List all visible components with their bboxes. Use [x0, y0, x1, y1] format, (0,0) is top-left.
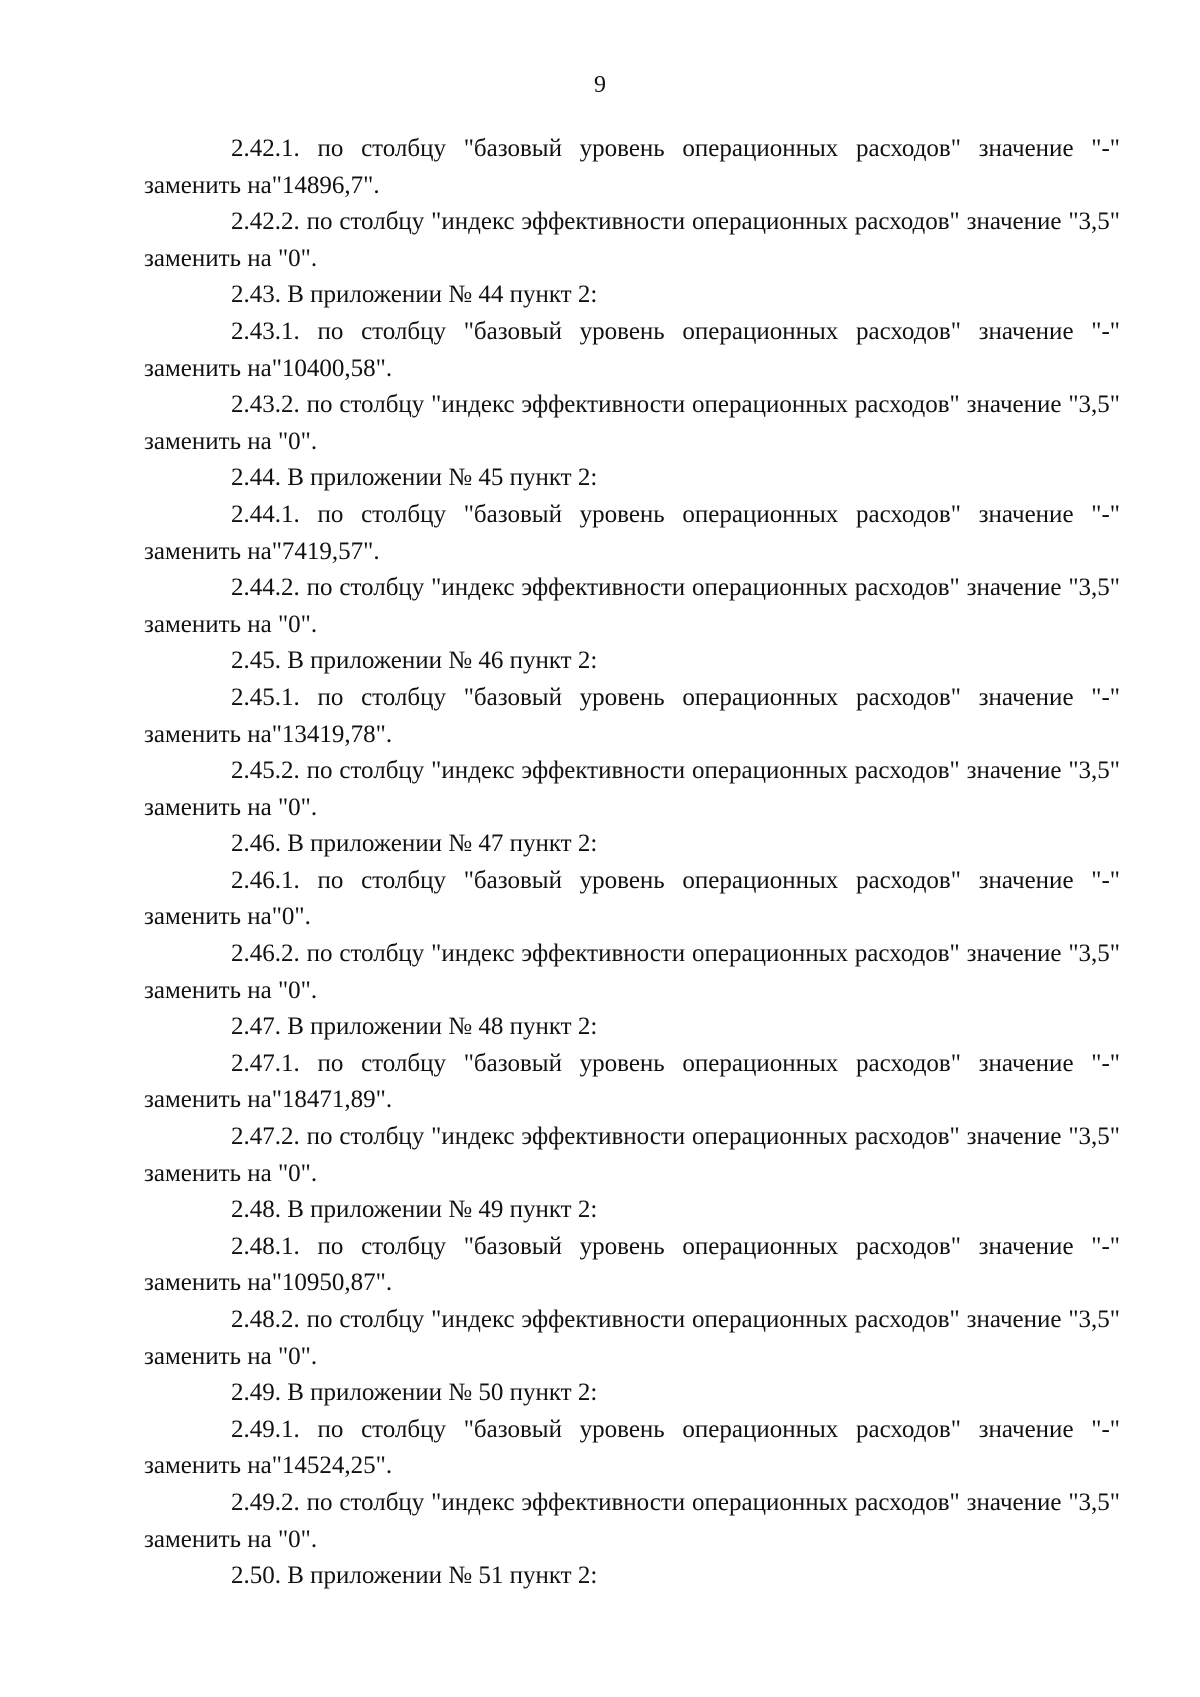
document-body	[144, 131, 1120, 1595]
paragraph: 2.47. В приложении № 48 пункт 2:	[231, 1013, 598, 1041]
paragraph: 2.43.1. по столбцу "базовый уровень операционных расходов" значение "-" заменить на"10400,58".	[144, 317, 1120, 382]
paragraph: 2.48.2. по столбцу "индекс эффективности операционных расходов" значение "3,5" заменить на "0".	[144, 1306, 1120, 1370]
paragraph: 2.45.1. по столбцу "базовый уровень операционных расходов" значение "-" заменить на"13419,78".	[144, 683, 1120, 748]
paragraph: 2.46. В приложении № 47 пункт 2:	[231, 830, 598, 858]
paragraph: 2.49. В приложении № 50 пункт 2:	[231, 1379, 598, 1407]
paragraph: 2.44.1. по столбцу "базовый уровень операционных расходов" значение "-" заменить на"7419,57".	[144, 500, 1120, 565]
paragraph: 2.49.2. по столбцу "индекс эффективности операционных расходов" значение "3,5" заменить на "0".	[144, 1488, 1120, 1553]
paragraph: 2.46.2. по столбцу "индекс эффективности операционных расходов" значение "3,5" заменить на "0".	[144, 940, 1120, 1004]
paragraph: 2.48.1. по столбцу "базовый уровень операционных расходов" значение "-" заменить на"10950,87".	[144, 1232, 1120, 1297]
paragraph: 2.48. В приложении № 49 пункт 2:	[231, 1196, 598, 1224]
paragraph: 2.49.1. по столбцу "базовый уровень операционных расходов" значение "-" заменить на"14524,25".	[144, 1415, 1120, 1480]
paragraph: 2.45.2. по столбцу "индекс эффективности операционных расходов" значение "3,5" заменить на "0".	[144, 757, 1120, 821]
paragraph: 2.43. В приложении № 44 пункт 2:	[231, 281, 598, 309]
paragraph: 2.50. В приложении № 51 пункт 2:	[231, 1562, 598, 1590]
paragraph: 2.45. В приложении № 46 пункт 2:	[231, 647, 598, 675]
paragraph: 2.46.1. по столбцу "базовый уровень операционных расходов" значение "-" заменить на"0".	[144, 866, 1120, 931]
paragraph: 2.44. В приложении № 45 пункт 2:	[231, 464, 598, 492]
paragraph: 2.42.2. по столбцу "индекс эффективности операционных расходов" значение "3,5" заменить на "0".	[144, 208, 1120, 272]
paragraph: 2.47.1. по столбцу "базовый уровень операционных расходов" значение "-" заменить на"18471,89".	[144, 1049, 1120, 1114]
paragraph: 2.43.2. по столбцу "индекс эффективности операционных расходов" значение "3,5" заменить на "0".	[144, 391, 1120, 455]
page-number: 9	[594, 72, 606, 98]
paragraph: 2.47.2. по столбцу "индекс эффективности операционных расходов" значение "3,5" заменить на "0".	[144, 1123, 1120, 1187]
paragraph: 2.44.2. по столбцу "индекс эффективности операционных расходов" значение "3,5" заменить на "0".	[144, 574, 1120, 638]
paragraph: 2.42.1. по столбцу "базовый уровень операционных расходов" значение "-" заменить на"14896,7".	[144, 135, 1120, 199]
